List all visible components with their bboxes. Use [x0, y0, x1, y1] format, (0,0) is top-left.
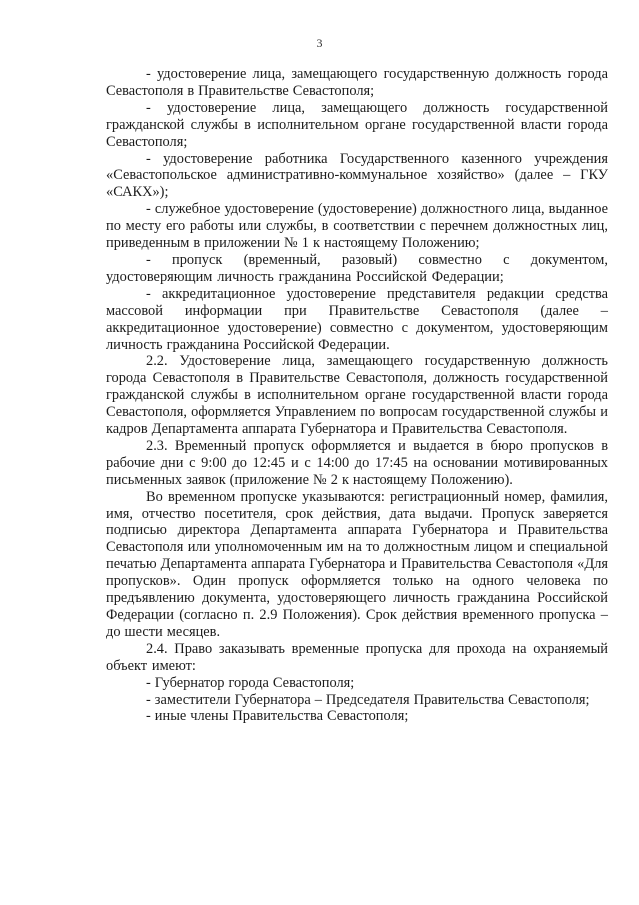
page-number: 3	[316, 36, 323, 50]
paragraph-id-civil-service: - удостоверение лица, замещающего должность государственной гражданской службы в исполнительном органе государственной власти города Севастополя;	[106, 99, 608, 150]
paragraph-accreditation: - аккредитационное удостоверение представителя редакции средства массовой информации при Правительстве Севастополя (далее – аккредитационное удостоверение) совместно с документом, удостоверяющим личность гражданина Российской Федерации.	[106, 285, 608, 353]
paragraph-temporary-pass-details: Во временном пропуске указываются: регистрационный номер, фамилия, имя, отчество посетителя, срок действия, дата выдачи. Пропуск заверяется подписью директора Департамента аппарата Губернатора и Правительства Севастополя или уполномоченным им на то должностным лицом и специальной печатью Департамента аппарата Губернатора и Правительства Севастополя «Для пропусков». Один пропуск оформляется только на одного человека по предъявлению документа, удостоверяющего личность гражданина Российской Федерации (согласно п. 2.9 Положения). Срок действия временного пропуска – до шести месяцев.	[106, 488, 608, 640]
list-item-other-members: - иные члены Правительства Севастополя;	[146, 708, 409, 725]
document-body	[106, 66, 608, 725]
paragraph-2-3: 2.3. Временный пропуск оформляется и выдается в бюро пропусков в рабочие дни с 9:00 до 12:45 и с 14:00 до 17:45 на основании мотивированных письменных заявок (приложение № 2 к настоящему Положению).	[106, 437, 608, 488]
list-item-governor: - Губернатор города Севастополя;	[146, 674, 355, 691]
paragraph-service-id: - служебное удостоверение (удостоверение) должностного лица, выданное по месту его работы или службы, в соответствии с перечнем должностных лиц, приведенным в приложении № 1 к настоящему Положению;	[106, 201, 608, 252]
paragraph-id-state-position: - удостоверение лица, замещающего государственную должность города Севастополя в Правительстве Севастополя;	[106, 66, 608, 99]
list-item-deputies: - заместители Губернатора – Председателя Правительства Севастополя;	[146, 691, 590, 708]
paragraph-2-2: 2.2. Удостоверение лица, замещающего государственную должность города Севастополя в Правительстве Севастополя, должность государственной гражданской службы в исполнительном органе государственной власти города Севастополя, оформляется Управлением по вопросам государственной службы и кадров Департамента аппарата Губернатора и Правительства Севастополя.	[106, 353, 608, 438]
paragraph-pass: - пропуск (временный, разовый) совместно с документом, удостоверяющим личность гражданина Российской Федерации;	[106, 251, 608, 285]
paragraph-id-sakh-employee: - удостоверение работника Государственного казенного учреждения «Севастопольское административно-коммунальное хозяйство» (далее – ГКУ «САКХ»);	[106, 150, 608, 201]
paragraph-2-4: 2.4. Право заказывать временные пропуска для прохода на охраняемый объект имеют:	[106, 640, 608, 674]
